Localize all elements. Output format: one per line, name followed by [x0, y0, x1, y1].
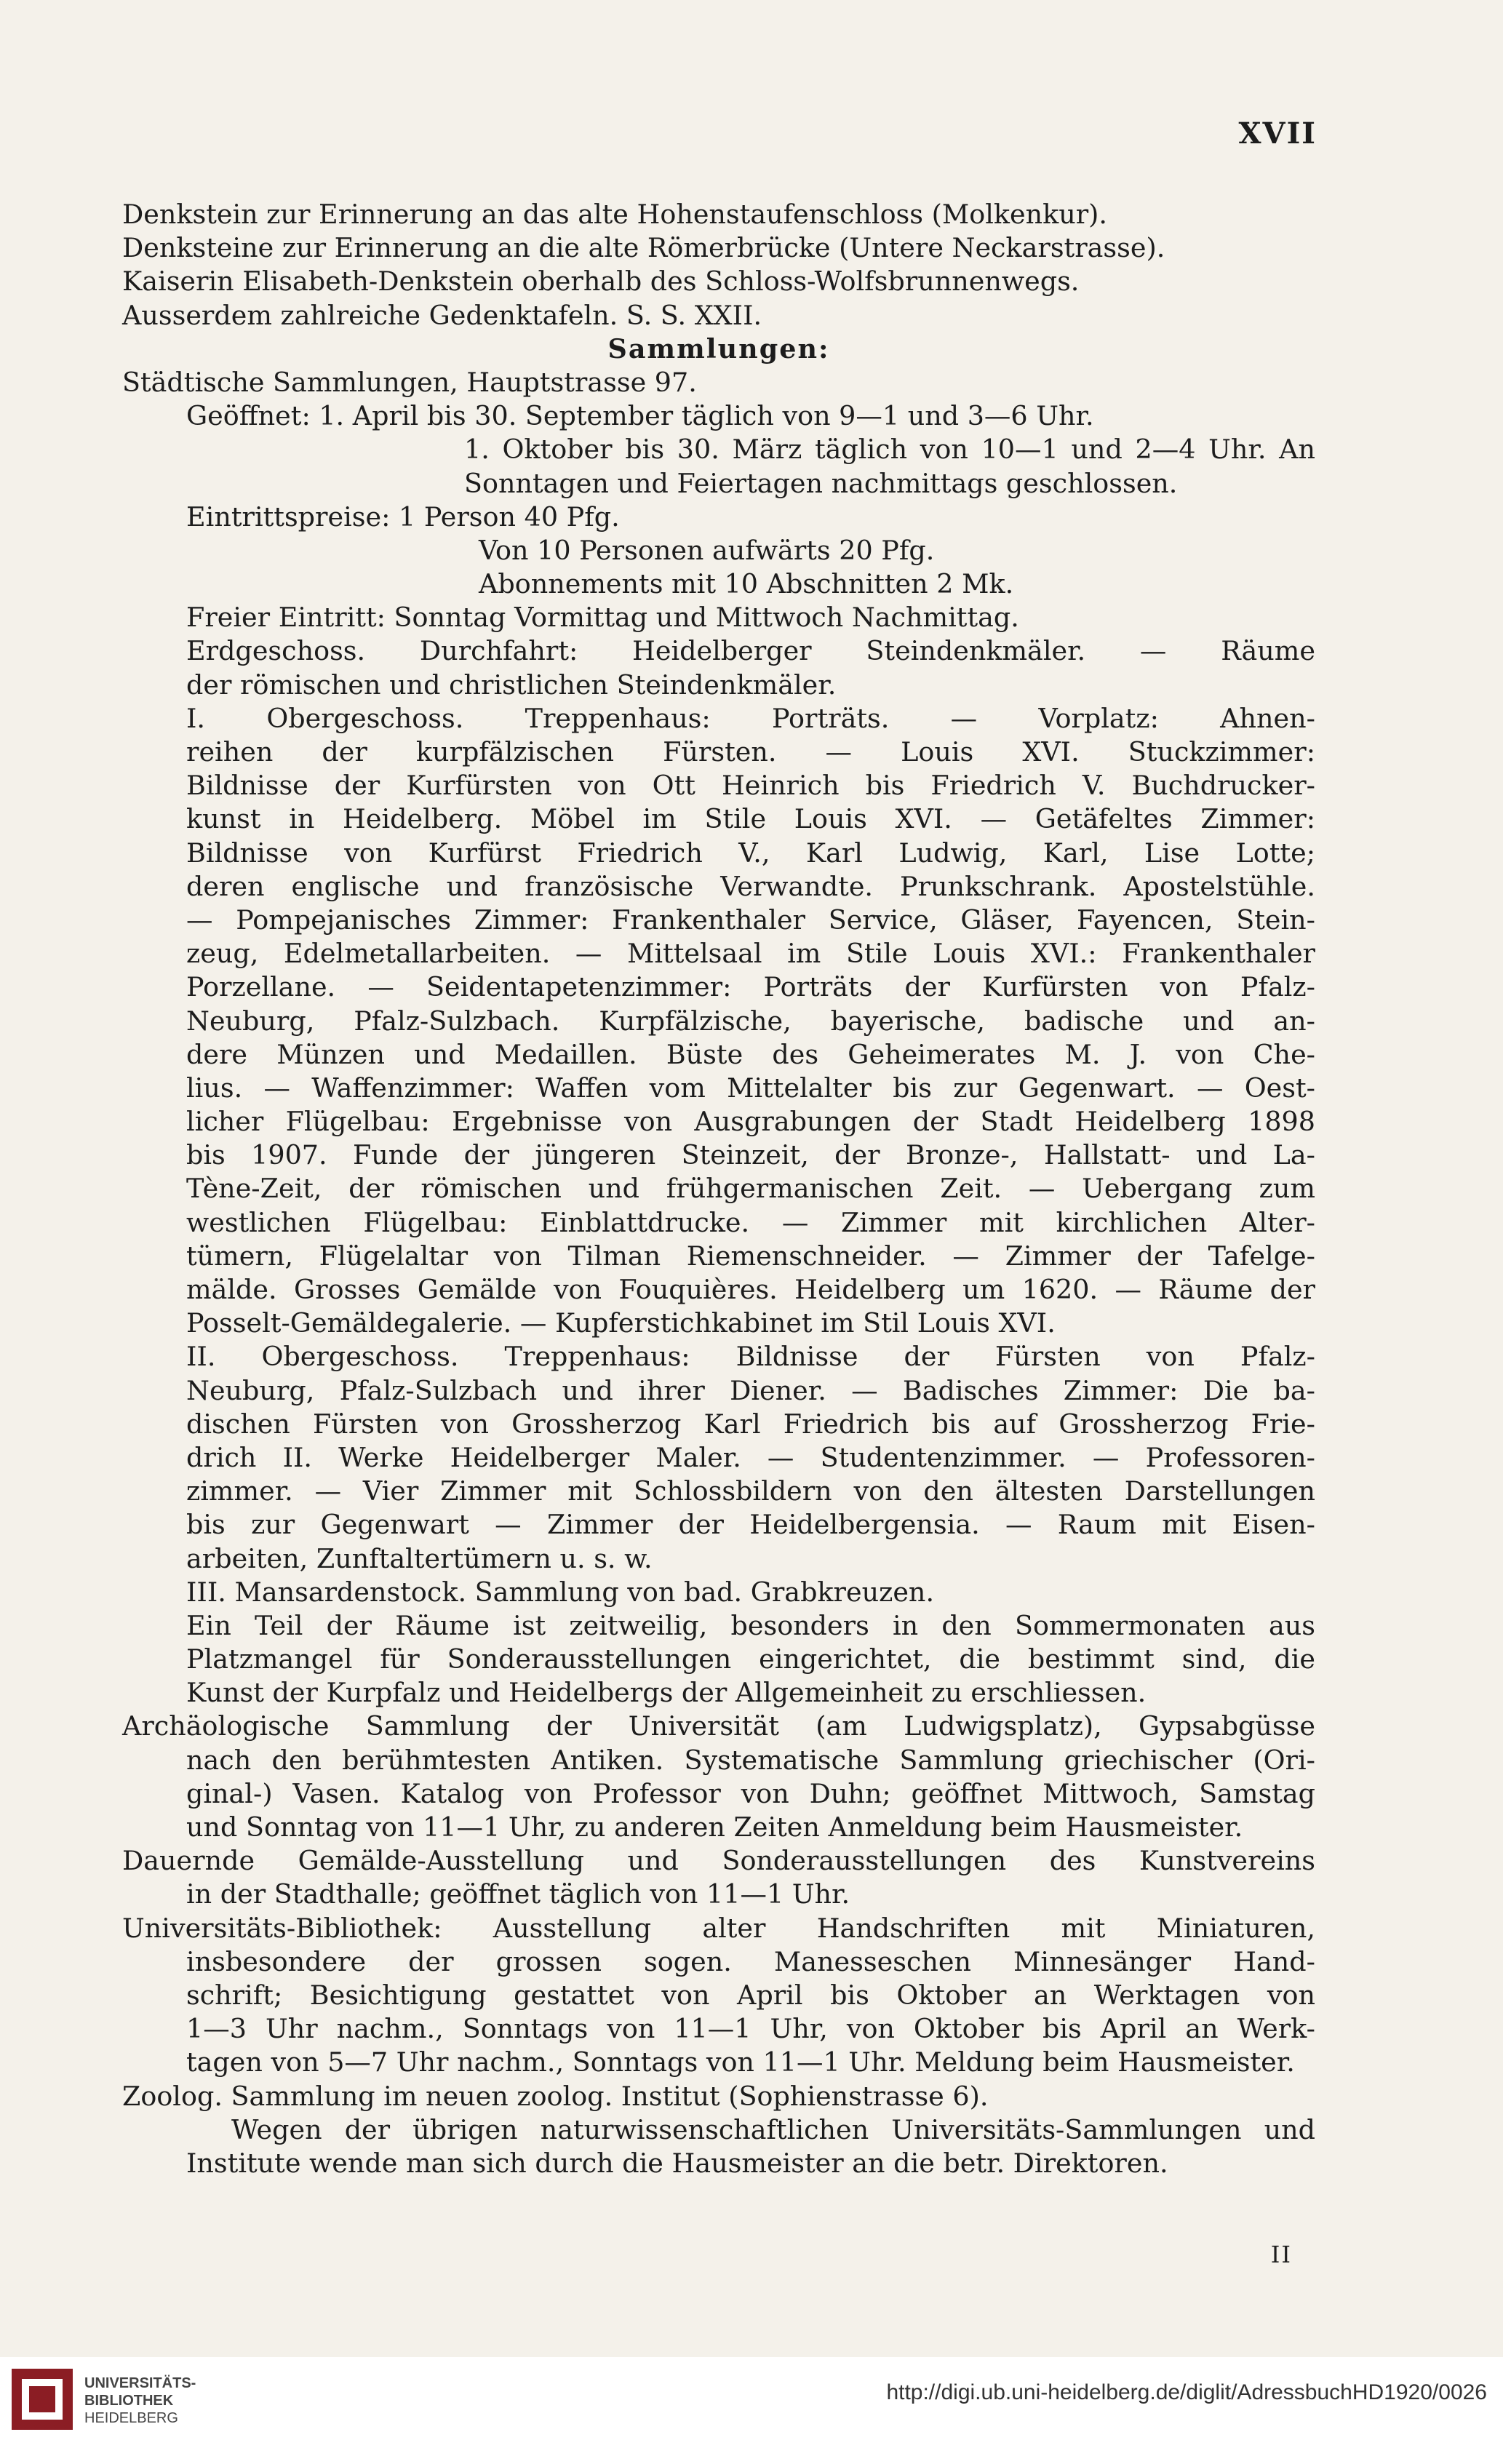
text-line: Geöffnet: 1. April bis 30. September täglich von 9—1 und 3—6 Uhr. [186, 400, 1094, 432]
text-line: Wegen der übrigen naturwissenschaftlichen Universitäts-Sammlungen und [231, 2113, 1315, 2145]
document-body [122, 198, 1315, 2180]
text-line: III. Mansardenstock. Sammlung von bad. Grabkreuzen. [186, 1576, 935, 1608]
text-line: Denkstein zur Erinnerung an das alte Hohenstaufenschloss (Molkenkur). [122, 199, 1108, 230]
text-line: nach den berühmtesten Antiken. Systematische Sammlung griechischer (Ori- [186, 1744, 1315, 1776]
text-line: I. Obergeschoss. Treppenhaus: Porträts. — Vorplatz: Ahnen- [186, 702, 1315, 734]
page-number: XVII [1238, 116, 1317, 151]
text-line: mälde. Grosses Gemälde von Fouquières. Heidelberg um 1620. — Räume der [186, 1274, 1315, 1305]
text-line: Kunst der Kurpfalz und Heidelbergs der Allgemeinheit zu erschliessen. [186, 1677, 1147, 1709]
text-line: insbesondere der grossen sogen. Manesseschen Minnesänger Hand- [186, 1945, 1315, 1977]
section-heading: Sammlungen: [607, 332, 830, 364]
text-line: Universitäts-Bibliothek: Ausstellung alter Handschriften mit Miniaturen, [122, 1912, 1315, 1944]
text-line: zeug, Edelmetallarbeiten. — Mittelsaal im Stile Louis XVI.: Frankenthaler [186, 938, 1315, 970]
text-line: Eintrittspreise: 1 Person 40 Pfg. [186, 501, 620, 533]
text-line: Platzmangel für Sonderausstellungen eingerichtet, die bestimmt sind, die [186, 1643, 1315, 1675]
text-line: bis zur Gegenwart — Zimmer der Heidelbergensia. — Raum mit Eisen- [186, 1509, 1315, 1541]
text-line: Ein Teil der Räume ist zeitweilig, besonders in den Sommermonaten aus [186, 1609, 1315, 1641]
library-logo-icon [9, 2366, 76, 2433]
text-line: Archäologische Sammlung der Universität (am Ludwigsplatz), Gypsabgüsse [122, 1710, 1315, 1742]
text-line: arbeiten, Zunftaltertümern u. s. w. [186, 1542, 653, 1574]
text-line: deren englische und französische Verwandte. Prunkschrank. Apostelstühle. [186, 870, 1315, 902]
text-line: Institute wende man sich durch die Hausmeister an die betr. Direktoren. [186, 2147, 1168, 2179]
text-line: dischen Fürsten von Grossherzog Karl Friedrich bis auf Grossherzog Frie- [186, 1408, 1315, 1440]
source-url-link[interactable]: http://digi.ub.uni-heidelberg.de/diglit/AdressbuchHD1920/0026 [886, 2380, 1487, 2404]
text-line: Städtische Sammlungen, Hauptstrasse 97. [122, 366, 697, 398]
text-line: schrift; Besichtigung gestattet von April bis Oktober an Werktagen von [186, 1979, 1315, 2011]
text-line: Erdgeschoss. Durchfahrt: Heidelberger Steindenkmäler. — Räume [186, 635, 1315, 667]
text-line: lius. — Waffenzimmer: Waffen vom Mittelalter bis zur Gegenwart. — Oest- [186, 1072, 1315, 1104]
sheet-signature: II [1270, 2241, 1292, 2268]
text-line: ginal-) Vasen. Katalog von Professor von Duhn; geöffnet Mittwoch, Samstag [186, 1777, 1315, 1809]
library-line-2: BIBLIOTHEK [84, 2393, 174, 2409]
library-line-3: HEIDELBERG [84, 2410, 178, 2426]
text-line: Dauernde Gemälde-Ausstellung und Sonderausstellungen des Kunstvereins [122, 1845, 1315, 1877]
text-line: 1—3 Uhr nachm., Sonntags von 11—1 Uhr, von Oktober bis April an Werk- [186, 2013, 1315, 2045]
text-line: Sonntagen und Feiertagen nachmittags geschlossen. [464, 467, 1178, 499]
text-line: 1. Oktober bis 30. März täglich von 10—1 und 2—4 Uhr. An [464, 434, 1315, 466]
text-line: Von 10 Personen aufwärts 20 Pfg. [479, 534, 935, 566]
text-line: Bildnisse der Kurfürsten von Ott Heinrich bis Friedrich V. Buchdrucker- [186, 770, 1315, 802]
text-line: kunst in Heidelberg. Möbel im Stile Louis XVI. — Getäfeltes Zimmer: [186, 803, 1315, 835]
text-line: der römischen und christlichen Steindenkmäler. [186, 669, 837, 701]
text-line: und Sonntag von 11—1 Uhr, zu anderen Zeiten Anmeldung beim Hausmeister. [186, 1811, 1243, 1843]
text-line: Kaiserin Elisabeth-Denkstein oberhalb des Schloss-Wolfsbrunnenwegs. [122, 266, 1080, 298]
text-line: reihen der kurpfälzischen Fürsten. — Louis XVI. Stuckzimmer: [186, 736, 1315, 767]
text-line: drich II. Werke Heidelberger Maler. — Studentenzimmer. — Professoren- [186, 1441, 1315, 1473]
text-line: Neuburg, Pfalz-Sulzbach. Kurpfälzische, bayerische, badische und an- [186, 1005, 1315, 1037]
text-line: Abonnements mit 10 Abschnitten 2 Mk. [479, 568, 1014, 600]
text-line: zimmer. — Vier Zimmer mit Schlossbildern von den ältesten Darstellungen [186, 1475, 1315, 1507]
text-line: in der Stadthalle; geöffnet täglich von 11—1 Uhr. [186, 1878, 850, 1910]
footer-bar [0, 2357, 1503, 2464]
text-line: bis 1907. Funde der jüngeren Steinzeit, der Bronze-, Hallstatt- und La- [186, 1139, 1315, 1171]
text-line: Posselt-Gemäldegalerie. — Kupferstichkabinet im Stil Louis XVI. [186, 1307, 1056, 1339]
text-line: tagen von 5—7 Uhr nachm., Sonntags von 11—1 Uhr. Meldung beim Hausmeister. [186, 2046, 1295, 2078]
text-line: II. Obergeschoss. Treppenhaus: Bildnisse der Fürsten von Pfalz- [186, 1341, 1315, 1373]
text-line: tümern, Flügelaltar von Tilman Riemenschneider. — Zimmer der Tafelge- [186, 1240, 1315, 1272]
text-line: licher Flügelbau: Ergebnisse von Ausgrabungen der Stadt Heidelberg 1898 [186, 1106, 1315, 1138]
text-line: Denksteine zur Erinnerung an die alte Römerbrücke (Untere Neckarstrasse). [122, 232, 1165, 264]
text-line: Neuburg, Pfalz-Sulzbach und ihrer Diener. — Badisches Zimmer: Die ba- [186, 1374, 1315, 1406]
library-name [84, 2375, 196, 2427]
library-line-1: UNIVERSITÄTS- [84, 2375, 196, 2391]
text-line: — Pompejanisches Zimmer: Frankenthaler Service, Gläser, Fayencen, Stein- [186, 904, 1315, 936]
text-line: westlichen Flügelbau: Einblattdrucke. — Zimmer mit kirchlichen Alter- [186, 1206, 1315, 1238]
text-line: Ausserdem zahlreiche Gedenktafeln. S. S. XXII. [122, 299, 762, 331]
text-line: Freier Eintritt: Sonntag Vormittag und Mittwoch Nachmittag. [186, 602, 1019, 634]
text-line: Bildnisse von Kurfürst Friedrich V., Karl Ludwig, Karl, Lise Lotte; [186, 837, 1315, 869]
text-line: Zoolog. Sammlung im neuen zoolog. Institut (Sophienstrasse 6). [122, 2080, 989, 2112]
text-line: dere Münzen und Medaillen. Büste des Geheimerates M. J. von Che- [186, 1038, 1315, 1070]
text-line: Porzellane. — Seidentapetenzimmer: Porträts der Kurfürsten von Pfalz- [186, 971, 1315, 1003]
text-line: Tène-Zeit, der römischen und frühgermanischen Zeit. — Uebergang zum [186, 1173, 1315, 1205]
